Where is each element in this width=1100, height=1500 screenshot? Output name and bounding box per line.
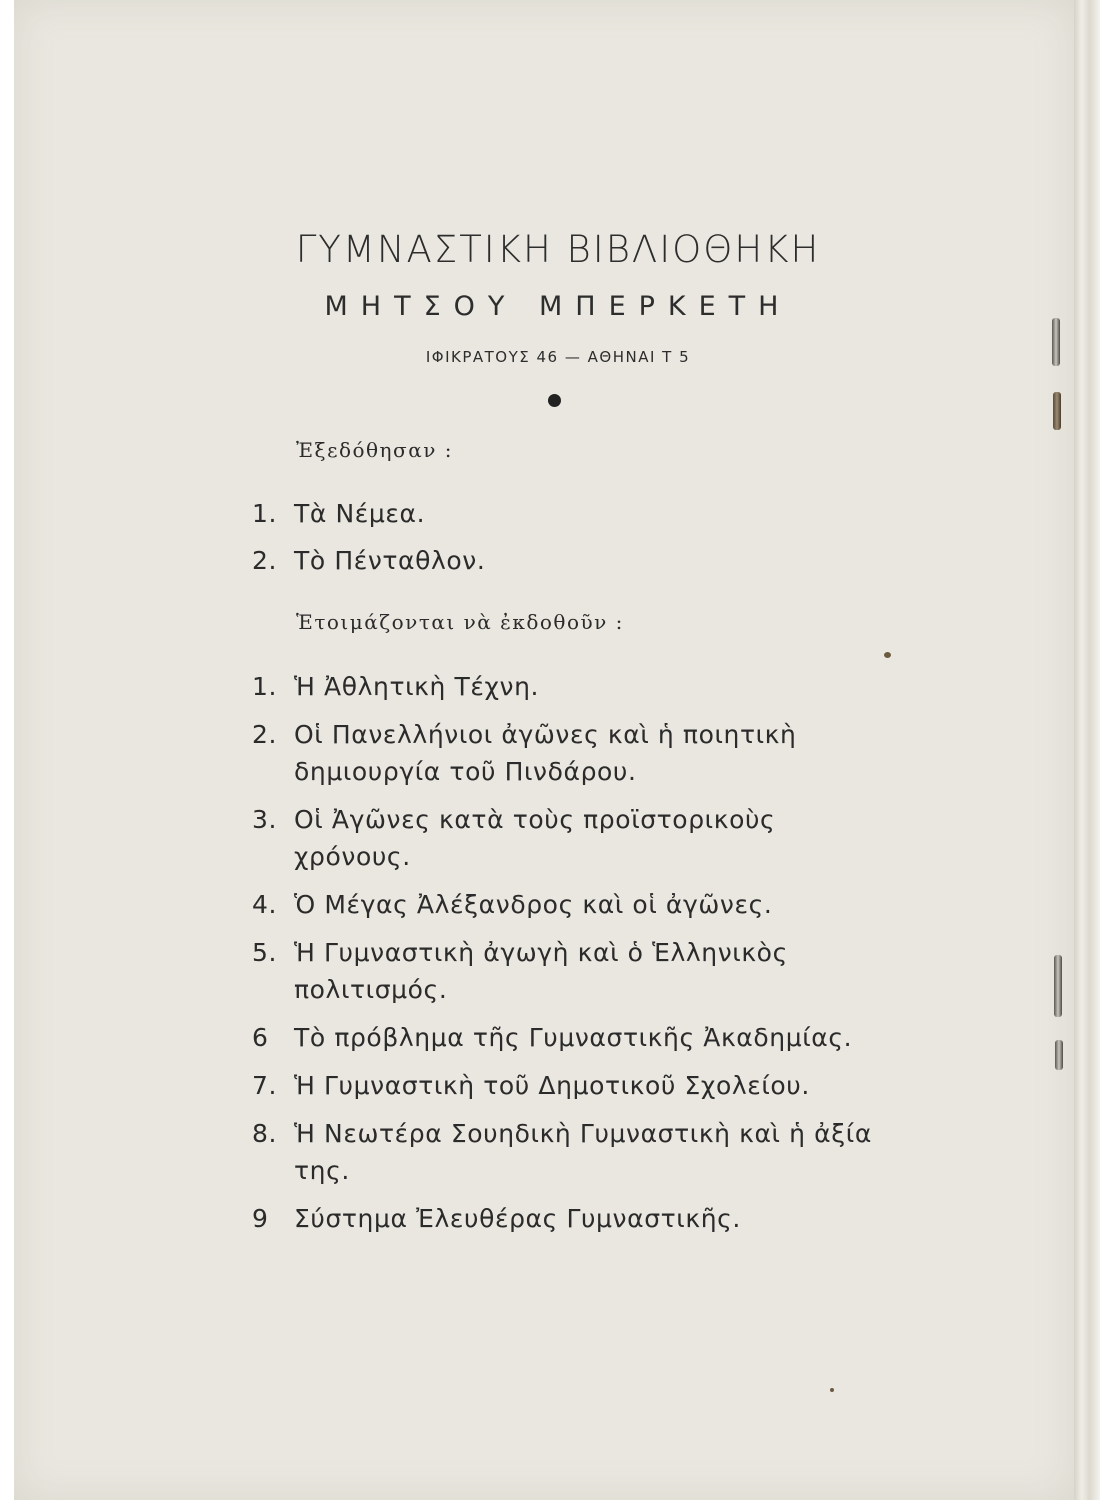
item-text: Τὰ Νέμεα.: [294, 499, 426, 528]
published-heading: Ἐξεδόθησαν :: [296, 438, 453, 462]
forthcoming-list: [252, 668, 872, 1248]
item-number: 2.: [252, 546, 278, 575]
list-item: [252, 1067, 872, 1104]
list-item: [252, 1019, 872, 1056]
publisher-address: ΙΦΙΚΡΑΤΟΥΣ 46 — ΑΘΗΝΑΙ Τ 5: [425, 348, 691, 366]
item-number: 8.: [252, 1119, 278, 1148]
list-item: [252, 1115, 872, 1189]
item-text: Τὸ πρόβλημα τῆς Γυμναστικῆς Ἀκαδημίας.: [294, 1023, 853, 1052]
list-item: [252, 886, 872, 923]
item-number: 2.: [252, 720, 278, 749]
published-list: [252, 495, 872, 589]
list-item: [252, 716, 872, 790]
list-item: [252, 801, 872, 875]
paper-speck: [884, 652, 891, 658]
paper-speck: [830, 1388, 834, 1392]
item-text: Ἡ Γυμναστικὴ ἀγωγὴ καὶ ὁ Ἑλληνικὸς πολιτισμός.: [294, 938, 788, 1004]
item-number: 5.: [252, 938, 278, 967]
item-number: 4.: [252, 890, 278, 919]
item-number: 6: [252, 1023, 269, 1052]
staple-bottom: [1054, 955, 1062, 1017]
list-item: [252, 668, 872, 705]
item-number: 1.: [252, 499, 278, 528]
item-text: Οἱ Ἀγῶνες κατὰ τοὺς προϊστορικοὺς χρόνους.: [294, 805, 776, 871]
list-item: [252, 495, 872, 532]
item-text: Οἱ Πανελλήνιοι ἀγῶνες καὶ ἡ ποιητικὴ δημιουργία τοῦ Πινδάρου.: [294, 720, 797, 786]
forthcoming-heading: Ἑτοιμάζονται νὰ ἐκδοθοῦν :: [296, 610, 624, 634]
item-number: 3.: [252, 805, 278, 834]
item-text: Ὁ Μέγας Ἀλέξανδρος καὶ οἱ ἀγῶνες.: [294, 890, 773, 919]
staple-clip-top: [1053, 392, 1061, 430]
page-edge: [1074, 0, 1100, 1500]
list-item: [252, 934, 872, 1008]
item-number: 1.: [252, 672, 278, 701]
item-text: Σύστημα Ἐλευθέρας Γυμναστικῆς.: [294, 1204, 741, 1233]
item-text: Ἡ Ἀθλητικὴ Τέχνη.: [294, 672, 540, 701]
page-title: ΓΥΜΝΑΣΤΙΚΗ ΒΙΒΛΙΟΘΗΚΗ: [295, 228, 821, 271]
list-item: [252, 1200, 872, 1237]
bullet-dot: [548, 394, 561, 407]
item-text: Ἡ Γυμναστικὴ τοῦ Δημοτικοῦ Σχολείου.: [294, 1071, 810, 1100]
item-number: 7.: [252, 1071, 278, 1100]
list-item: [252, 542, 872, 579]
item-text: Ἡ Νεωτέρα Σουηδικὴ Γυμναστικὴ καὶ ἡ ἀξία της.: [294, 1119, 872, 1185]
item-text: Τὸ Πένταθλον.: [294, 546, 486, 575]
staple-clip-bottom: [1055, 1040, 1063, 1070]
publisher-name: ΜΗΤΣΟΥ ΜΠΕΡΚΕΤΗ: [324, 291, 792, 322]
item-number: 9: [252, 1204, 269, 1233]
